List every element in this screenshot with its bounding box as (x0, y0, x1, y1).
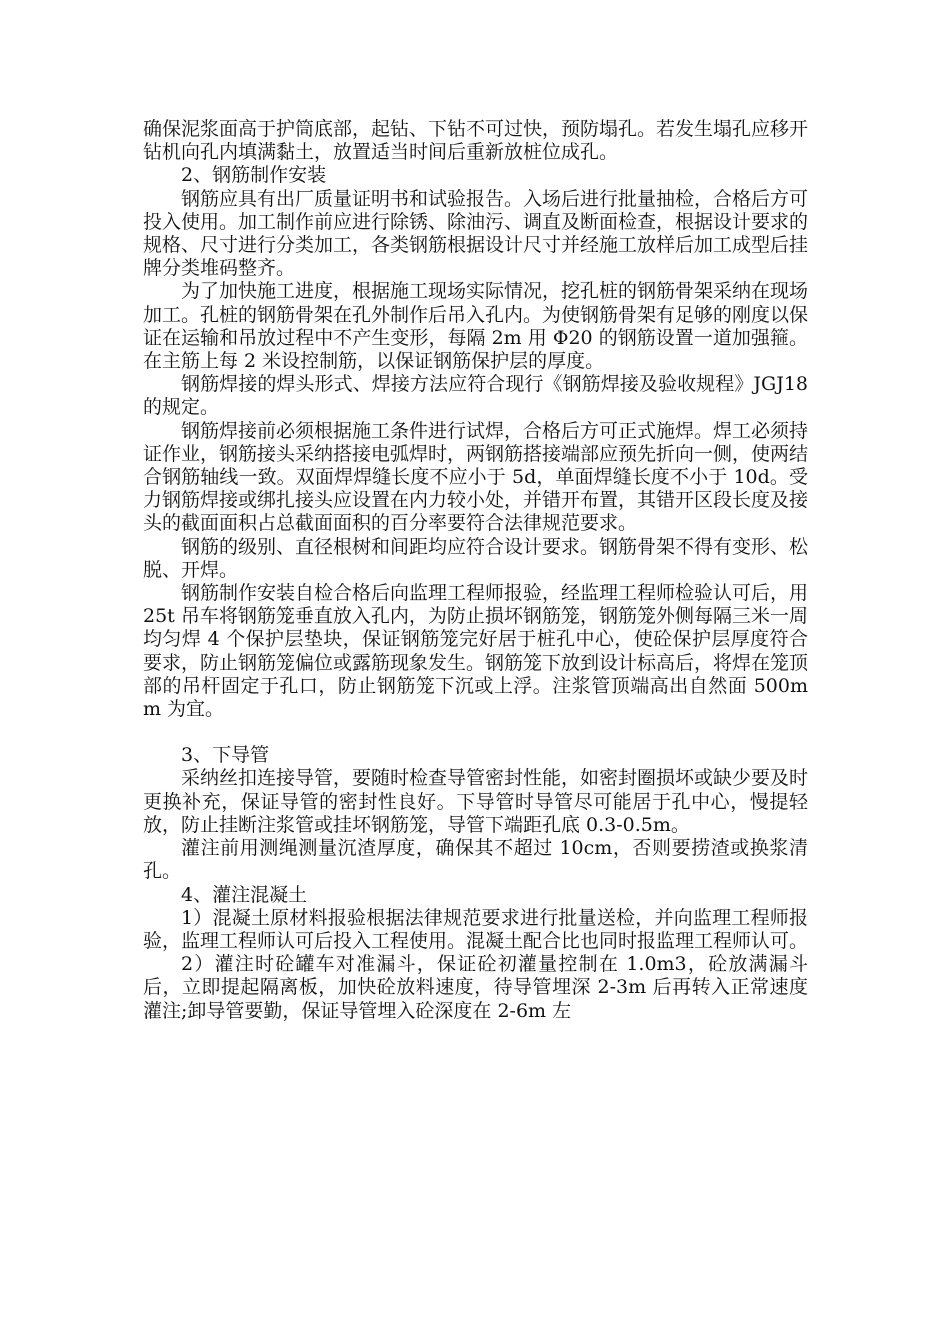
paragraph-welding-procedure: 钢筋焊接前必须根据施工条件进行试焊，合格后方可正式施焊。焊工必须持证作业，钢筋接头采纳搭接电弧焊时，两钢筋搭接端部应预先折向一侧，使两结合钢筋轴线一致。双面焊焊缝长度不应小于 5d，单面焊缝长度不小于 10d。受力钢筋焊接或绑扎接头应设置在内力较小处，并错开布置，其错开区段长度及接头的截面面积占总截面面积的百分率要符合法律规范要求。 (143, 419, 809, 535)
section-heading-pipe: 3、下导管 (181, 744, 270, 767)
paragraph-concrete-pouring: 2）灌注时砼罐车对准漏斗，保证砼初灌量控制在 1.0m3，砼放满漏斗后，立即提起隔离板，加快砼放料速度，待导管埋深 2-3m 后再转入正常速度灌注;卸导管要勤，保证导管埋入砼深度在 2-6m 左 (143, 953, 808, 1022)
section-heading-rebar: 2、钢筋制作安装 (181, 164, 327, 187)
paragraph-rebar-quality: 钢筋应具有出厂质量证明书和试验报告。入场后进行批量抽检，合格后方可投入使用。加工制作前应进行除锈、除油污、调直及断面检查，根据设计要求的规格、尺寸进行分类加工，各类钢筋根据设计尺寸并经施工放样后加工成型后挂牌分类堆码整齐。 (143, 187, 809, 280)
paragraph-welding-standard: 钢筋焊接的焊头形式、焊接方法应符合现行《钢筋焊接及验收规程》JGJ18 的规定。 (143, 373, 808, 419)
paragraph-cage-installation: 钢筋制作安装自检合格后向监理工程师报验，经监理工程师检验认可后，用 25t 吊车将钢筋笼垂直放入孔内，为防止损坏钢筋笼，钢筋笼外侧每隔三米一周均匀焊 4 个保护层垫块，保证钢筋笼完好居于桩孔中心，使砼保护层厚度符合要求，防止钢筋笼偏位或露筋现象发生。钢筋笼下放到设计标高后，将焊在笼顶部的吊杆固定于孔口，防止钢筋笼下沉或上浮。注浆管顶端高出自然面 500mm 为宜。 (143, 582, 809, 721)
paragraph-continued: 确保泥浆面高于护筒底部，起钻、下钻不可过快，预防塌孔。若发生塌孔应移开钻机向孔内填满黏土，放置适当时间后重新放桩位成孔。 (143, 118, 809, 164)
paragraph-rebar-cage: 为了加快施工进度，根据施工现场实际情况，挖孔桩的钢筋骨架采纳在现场加工。孔桩的钢筋骨架在孔外制作后吊入孔内。为使钢筋骨架有足够的刚度以保证在运输和吊放过程中不产生变形，每隔 2m 用 Φ20 的钢筋设置一道加强箍。在主筋上每 2 米设控制筋，以保证钢筋保护层的厚度。 (143, 280, 809, 373)
paragraph-concrete-materials: 1）混凝土原材料报验根据法律规范要求进行批量送检，并向监理工程师报验，监理工程师认可后投入工程使用。混凝土配合比也同时报监理工程师认可。 (143, 906, 809, 952)
paragraph-rebar-grade: 钢筋的级别、直径根树和间距均应符合设计要求。钢筋骨架不得有变形、松脱、开焊。 (143, 535, 809, 581)
paragraph-sediment-check: 灌注前用测绳测量沉渣厚度，确保其不超过 10cm，否则要捞渣或换浆清孔。 (143, 837, 808, 883)
section-heading-concrete: 4、灌注混凝土 (181, 883, 308, 906)
paragraph-pipe-connection: 采纳丝扣连接导管，要随时检查导管密封性能，如密封圈损坏或缺少要及时更换补充，保证导管的密封性良好。下导管时导管尽可能居于孔中心，慢提轻放，防止挂断注浆管或挂坏钢筋笼，导管下端距孔底 0.3-0.5m。 (143, 767, 809, 836)
document-body (143, 118, 808, 1023)
